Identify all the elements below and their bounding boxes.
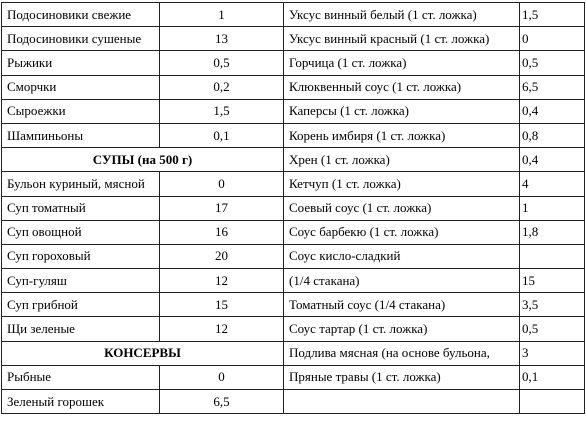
right-item-name: Горчица (1 ст. ложка) — [284, 51, 520, 75]
left-item-value: 0 — [160, 172, 284, 196]
left-item-value: 1 — [160, 3, 284, 27]
left-item-name: Зеленый горошек — [2, 390, 160, 414]
left-item-value: 0 — [160, 365, 284, 389]
nutrition-table-body — [2, 3, 585, 414]
left-item-name: Бульон куриный, мясной — [2, 172, 160, 196]
right-item-value: 15 — [520, 269, 585, 293]
right-item-name: Пряные травы (1 ст. ложка) — [284, 365, 520, 389]
right-item-name: (1/4 стакана) — [284, 269, 520, 293]
left-item-value: 1,5 — [160, 99, 284, 123]
left-item-value: 16 — [160, 220, 284, 244]
table-row — [2, 341, 585, 365]
right-item-value: 0,8 — [520, 123, 585, 147]
left-item-value: 15 — [160, 293, 284, 317]
right-item-value: 1,8 — [520, 220, 585, 244]
left-item-value: 0,2 — [160, 75, 284, 99]
right-item-value: 0 — [520, 27, 585, 51]
right-item-name: Кетчуп (1 ст. ложка) — [284, 172, 520, 196]
table-row — [2, 244, 585, 268]
table-row — [2, 269, 585, 293]
table-row — [2, 123, 585, 147]
right-item-name: Каперсы (1 ст. ложка) — [284, 99, 520, 123]
left-item-value: 0,1 — [160, 123, 284, 147]
left-item-name: Рыжики — [2, 51, 160, 75]
table-row — [2, 148, 585, 172]
right-item-name: Томатный соус (1/4 стакана) — [284, 293, 520, 317]
table-row — [2, 293, 585, 317]
table-row — [2, 172, 585, 196]
section-header: СУПЫ (на 500 г) — [2, 148, 284, 172]
left-item-name: Сыроежки — [2, 99, 160, 123]
left-item-value: 12 — [160, 269, 284, 293]
right-item-value: 0,4 — [520, 148, 585, 172]
table-row — [2, 75, 585, 99]
table-row — [2, 365, 585, 389]
right-item-value: 4 — [520, 172, 585, 196]
nutrition-table — [1, 2, 585, 414]
right-item-name: Хрен (1 ст. ложка) — [284, 148, 520, 172]
right-item-name: Подлива мясная (на основе бульона, — [284, 341, 520, 365]
right-item-name: Уксус винный белый (1 ст. ложка) — [284, 3, 520, 27]
section-header: КОНСЕРВЫ — [2, 341, 284, 365]
right-item-value: 3 — [520, 341, 585, 365]
right-item-value: 0,5 — [520, 317, 585, 341]
table-row — [2, 27, 585, 51]
left-item-name: Суп-гуляш — [2, 269, 160, 293]
right-item-name: Соус барбекю (1 ст. ложка) — [284, 220, 520, 244]
left-item-name: Подосиновики сушеные — [2, 27, 160, 51]
table-row — [2, 3, 585, 27]
right-item-value: 0,4 — [520, 99, 585, 123]
left-item-name: Суп овощной — [2, 220, 160, 244]
left-item-name: Подосиновики свежие — [2, 3, 160, 27]
left-item-value: 0,5 — [160, 51, 284, 75]
table-row — [2, 99, 585, 123]
right-item-value — [520, 390, 585, 414]
left-item-value: 12 — [160, 317, 284, 341]
left-item-name: Суп грибной — [2, 293, 160, 317]
right-item-value: 0,1 — [520, 365, 585, 389]
right-item-name: Соус кисло-сладкий — [284, 244, 520, 268]
right-item-name: Уксус винный красный (1 ст. ложка) — [284, 27, 520, 51]
left-item-name: Суп гороховый — [2, 244, 160, 268]
table-row — [2, 196, 585, 220]
left-item-name: Суп томатный — [2, 196, 160, 220]
right-item-name: Соус тартар (1 ст. ложка) — [284, 317, 520, 341]
right-item-value: 6,5 — [520, 75, 585, 99]
right-item-value: 0,5 — [520, 51, 585, 75]
left-item-value: 13 — [160, 27, 284, 51]
right-item-name: Клюквенный соус (1 ст. ложка) — [284, 75, 520, 99]
left-item-name: Шампиньоны — [2, 123, 160, 147]
right-item-name: Корень имбиря (1 ст. ложка) — [284, 123, 520, 147]
right-item-name: Соевый соус (1 ст. ложка) — [284, 196, 520, 220]
right-item-value: 1,5 — [520, 3, 585, 27]
right-item-value: 3,5 — [520, 293, 585, 317]
right-item-name — [284, 390, 520, 414]
left-item-name: Щи зеленые — [2, 317, 160, 341]
left-item-name: Сморчки — [2, 75, 160, 99]
table-row — [2, 390, 585, 414]
right-item-value — [520, 244, 585, 268]
left-item-name: Рыбные — [2, 365, 160, 389]
right-item-value: 1 — [520, 196, 585, 220]
left-item-value: 6,5 — [160, 390, 284, 414]
table-row — [2, 51, 585, 75]
left-item-value: 20 — [160, 244, 284, 268]
left-item-value: 17 — [160, 196, 284, 220]
table-row — [2, 317, 585, 341]
table-row — [2, 220, 585, 244]
